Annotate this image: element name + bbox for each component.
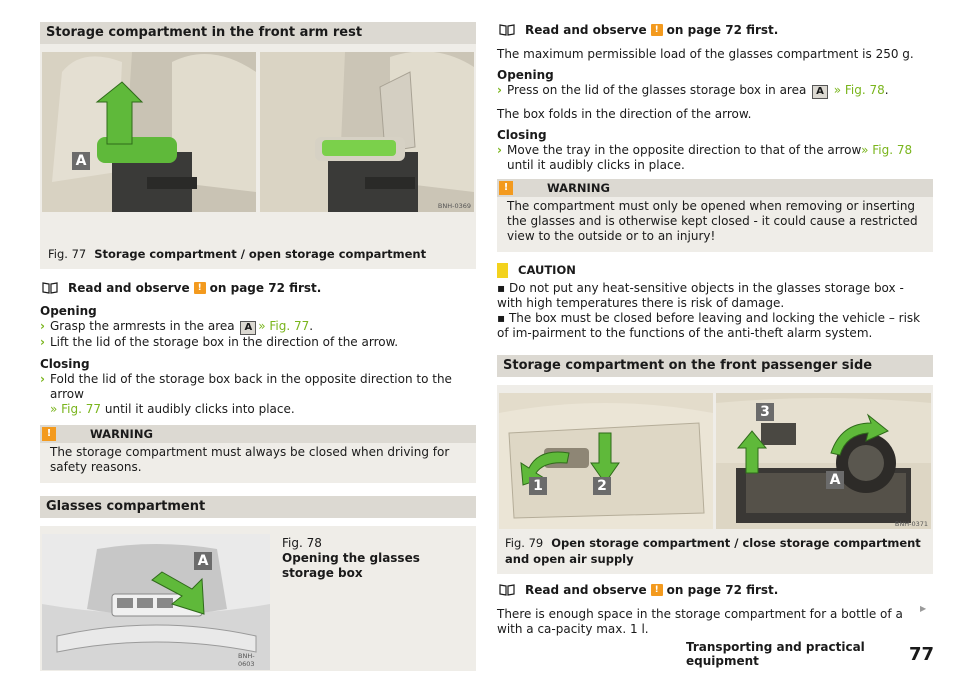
read-observe-post: on page 72 first. — [666, 583, 779, 597]
caution-icon — [497, 263, 508, 278]
callout-a-badge: A — [194, 552, 212, 570]
read-observe-post: on page 72 first. — [666, 23, 779, 37]
area-a-label: A — [240, 321, 256, 335]
warning-box — [40, 425, 476, 483]
chevron-right-icon: › — [40, 372, 45, 386]
figure-title: Opening the glasses storage box — [282, 551, 420, 580]
step-text: Grasp the armrests in the area — [50, 319, 235, 333]
caution-item: ▪ The box must be closed before leaving and locking the vehicle – risk of im-pairment to the functions of the anti-theft alarm system. — [497, 311, 921, 340]
caution-heading — [497, 261, 933, 279]
air-supply-photo — [716, 393, 931, 529]
warning-label: WARNING — [90, 427, 153, 441]
caution-item: ▪ Do not put any heat-sensitive objects in the glasses storage box - with high temperatures there is risk of damage. — [497, 281, 904, 310]
footer-chapter: Transporting and practical equipment — [686, 640, 865, 668]
section-heading-passenger: Storage compartment on the front passenger side — [497, 355, 933, 377]
warning-triangle-icon: ! — [42, 427, 56, 441]
closing-step: › Move the tray in the opposite direction to that of the arrow» Fig. 78 until it audibly clicks in place. — [497, 143, 913, 172]
warning-icon: ! — [651, 24, 663, 36]
opening-step: › Press on the lid of the glasses storage box in area A » Fig. 78. — [497, 83, 889, 97]
warning-label: WARNING — [547, 181, 610, 195]
bottle-text: There is enough space in the storage compartment for a bottle of a with a ca-pacity max. 1 l. — [497, 607, 903, 636]
closing-step: › Fold the lid of the storage box back in the opposite direction to the arrow » Fig. 77 until it audibly clicks into place. — [40, 372, 452, 416]
glasses-box-photo — [42, 534, 270, 670]
figure-title: Storage compartment / open storage compartment — [94, 247, 427, 261]
read-observe-post: on page 72 first. — [209, 281, 322, 295]
warning-text: The storage compartment must always be closed when driving for safety reasons. — [50, 445, 450, 474]
left-column — [40, 22, 476, 671]
fig-77-link[interactable]: » Fig. 77 — [50, 402, 102, 416]
opening-step: › Grasp the armrests in the area A » Fig. 77. — [40, 319, 314, 333]
chevron-right-icon: › — [40, 335, 45, 349]
storage-open-photo — [499, 393, 713, 529]
warning-icon: ! — [651, 584, 663, 596]
opening-step — [40, 335, 476, 350]
fig-78-link[interactable]: » Fig. 78 — [861, 143, 913, 157]
closing-heading: Closing — [497, 128, 547, 142]
opening-heading: Opening — [40, 304, 97, 318]
read-observe-pre: Read and observe — [525, 23, 647, 37]
book-icon — [42, 282, 58, 294]
chevron-right-icon: › — [497, 83, 502, 97]
max-load-text: The maximum permissible load of the glasses compartment is 250 g. — [497, 47, 914, 61]
page-number: 77 — [908, 643, 934, 665]
figure-79 — [497, 385, 933, 531]
right-column — [497, 22, 933, 637]
folds-text: The box folds in the direction of the arrow. — [497, 107, 752, 121]
continue-arrow-icon: ▶ — [920, 604, 927, 613]
figure-79-caption — [497, 531, 933, 574]
fig-77-link[interactable]: » Fig. 77 — [258, 319, 310, 333]
read-observe-line — [40, 280, 476, 296]
opening-heading: Opening — [497, 68, 554, 82]
read-observe-line — [497, 22, 933, 38]
step-text: Move the tray in the opposite direction to that of the arrow — [507, 143, 862, 157]
step-text: Lift the lid of the storage box in the direction of the arrow. — [50, 335, 399, 349]
figure-77 — [40, 44, 476, 240]
figure-number: Fig. 77 — [48, 247, 87, 261]
step-text: Press on the lid of the glasses storage box in area — [507, 83, 807, 97]
warning-box — [497, 179, 933, 252]
read-observe-line — [497, 582, 933, 598]
figure-number: Fig. 78 — [282, 536, 322, 550]
warning-triangle-icon: ! — [499, 181, 513, 195]
area-a-label: A — [812, 85, 828, 99]
step-text: Fold the lid of the storage box back in the opposite direction to the arrow — [50, 372, 452, 401]
figure-77-caption — [40, 240, 476, 269]
book-icon — [499, 584, 515, 596]
armrest-closed-photo — [42, 52, 256, 212]
armrest-open-photo — [260, 52, 474, 212]
figure-code: BNH-0603 — [238, 652, 255, 668]
figure-code: BNH-0371 — [894, 520, 928, 528]
book-icon — [499, 24, 515, 36]
callout-2-badge: 2 — [593, 477, 611, 495]
section-heading-glasses: Glasses compartment — [40, 496, 476, 518]
chevron-right-icon: › — [497, 143, 502, 157]
callout-1-badge: 1 — [529, 477, 547, 495]
chevron-right-icon: › — [40, 319, 45, 333]
figure-78-caption — [282, 536, 472, 581]
figure-title: Open storage compartment / close storage compartment and open air supply — [505, 536, 921, 566]
callout-a-badge: A — [72, 152, 90, 170]
callout-3-badge: 3 — [756, 403, 774, 421]
caution-label: CAUTION — [518, 263, 576, 277]
figure-78 — [40, 526, 476, 671]
warning-icon: ! — [194, 282, 206, 294]
page-footer — [686, 642, 934, 666]
figure-number: Fig. 79 — [505, 536, 544, 550]
callout-a-badge: A — [826, 471, 844, 489]
closing-heading: Closing — [40, 357, 90, 371]
warning-text: The compartment must only be opened when removing or inserting the glasses and is otherwise kept closed - it could cause a restricted view to the outside or to an injury! — [507, 199, 918, 243]
fig-78-link[interactable]: » Fig. 78 — [833, 83, 885, 97]
read-observe-pre: Read and observe — [68, 281, 190, 295]
read-observe-pre: Read and observe — [525, 583, 647, 597]
section-heading-armrest: Storage compartment in the front arm rest — [40, 22, 476, 44]
figure-code: BNH-0369 — [437, 202, 471, 210]
